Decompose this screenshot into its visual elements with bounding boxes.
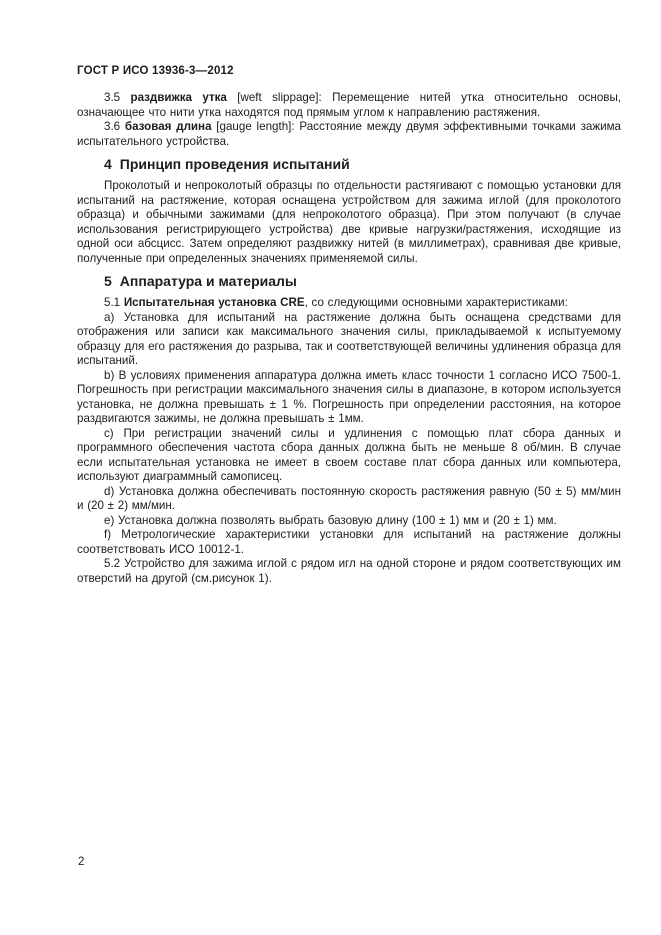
clause-5-1-item-e: e) Установка должна позволять выбрать базовую длину (100 ± 1) мм и (20 ± 1) мм. [104,513,557,527]
running-header: ГОСТ Р ИСО 13936-3—2012 [77,65,234,77]
section-4-heading [77,156,621,173]
section-4-title: Принцип проведения испытаний [119,156,350,172]
definition-3-6 [77,120,621,149]
definition-3-5-body: [weft slippage]: Перемещение нитей утка относительно основы, означающее что нити утка находятся под прямым углом к направлению растяжения. [77,91,622,119]
clause-5-1-item-a: a) Установка для испытаний на растяжение должна быть оснащена средствами для отображения или записи как максимального значения силы, прикладываемой к испытуемому образцу для его растяжения до разрыва, так и соответствующей величины удлинения образца для испытаний. [77,310,621,367]
definition-3-6-term: базовая длина [124,120,212,133]
section-4-paragraph: Проколотый и непроколотый образцы по отдельности растягивают с помощью установки для испытаний на растяжение, которая оснащена устройством для зажима иглой (для проколотого образца) и обычными зажимами (для непроколотого образца). При этом получают (в случае использования регистрирующего устройства) две кривые нагрузки/растяжения, исходящие из одной оси абсцисс. Затем определяют раздвижку нитей (в миллиметрах), сравнивая две кривые, полученные при определенных значениях применяемой силы. [77,179,621,265]
definition-3-6-body: [gauge length]: Расстояние между двумя эффективными точками зажима испытательного устройства. [77,120,621,148]
clause-5-1 [77,296,621,311]
definition-3-5-term: раздвижка утка [130,91,227,104]
clause-5-1-item-b: b) В условиях применения аппаратура должна иметь класс точности 1 согласно ИСО 7500-1. Погрешность при регистрации максимального значения силы в диапазоне, в котором используется установка, не должна превышать ± 1 %. Погрешность при определении расстояния, на которое раздвигаются зажимы, не должна превышать ± 1мм. [77,368,621,425]
section-5-number: 5 [104,273,112,289]
page-content [77,64,621,586]
clause-5-2: 5.2 Устройство для зажима иглой с рядом игл на одной стороне и рядом соответствующих им отверстий на другой (см.рисунок 1). [77,557,621,585]
definition-3-5 [77,91,621,120]
clause-5-1-item-d: d) Установка должна обеспечивать постоянную скорость растяжения равную (50 ± 5) мм/мин и (20 ± 2) мм/мин. [77,484,621,512]
section-5-title: Аппаратура и материалы [119,273,297,289]
section-5-heading [77,273,621,290]
clause-5-1-number: 5.1 [104,296,124,309]
clause-5-1-item-f: f) Метрологические характеристики установки для испытаний на растяжение должны соответствовать ИСО 10012-1. [77,528,621,556]
definition-3-5-number: 3.5 [104,91,131,104]
clause-5-1-body: , со следующими основными характеристиками: [304,296,568,309]
page-number: 2 [78,856,85,868]
section-4-number: 4 [104,156,112,172]
clause-5-1-term: Испытательная установка CRE [123,296,305,309]
clause-5-1-item-c: c) При регистрации значений силы и удлинения с помощью плат сбора данных и программного обеспечения частота сбора данных должна быть не меньше 8 об/мин. В случае если испытательная установка не имеет в своем составе плат сбора данных или компьютера, используют диаграммный самописец. [77,426,621,483]
definition-3-6-number: 3.6 [104,120,125,133]
